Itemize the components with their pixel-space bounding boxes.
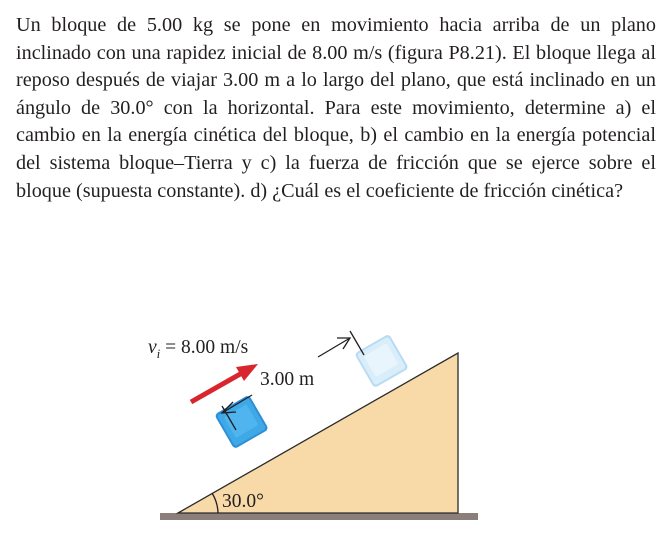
- problem-statement: Un bloque de 5.00 kg se pone en movimiento hacia arriba de un plano inclinado con una rapidez inicial de 8.00 m/s (figura P8.21). El bloque llega al reposo después de viajar 3.00 m a lo largo del plano, que está inclinado en un ángulo de 30.0° con la horizontal. Para este movimiento, determine a) el cambio en la energía cinética del bloque, b) el cambio en la energía potencial del sistema bloque–Tierra y c) la fuerza de fricción que se ejerce sobre el bloque (supuesta constante). d) ¿Cuál es el coeficiente de fricción cinética?: [16, 14, 656, 202]
- dimension-line-upper: [318, 338, 350, 357]
- block-final-position: [354, 334, 409, 389]
- ground-surface: [160, 513, 478, 520]
- angle-label: 30.0°: [222, 491, 264, 512]
- dimension-tick-upper: [350, 331, 364, 355]
- distance-label: 3.00 m: [260, 369, 315, 390]
- velocity-label: $v_i = 8.00$ m/s: [148, 337, 249, 361]
- block-initial-position: [214, 395, 269, 450]
- inclined-ramp: [178, 353, 458, 513]
